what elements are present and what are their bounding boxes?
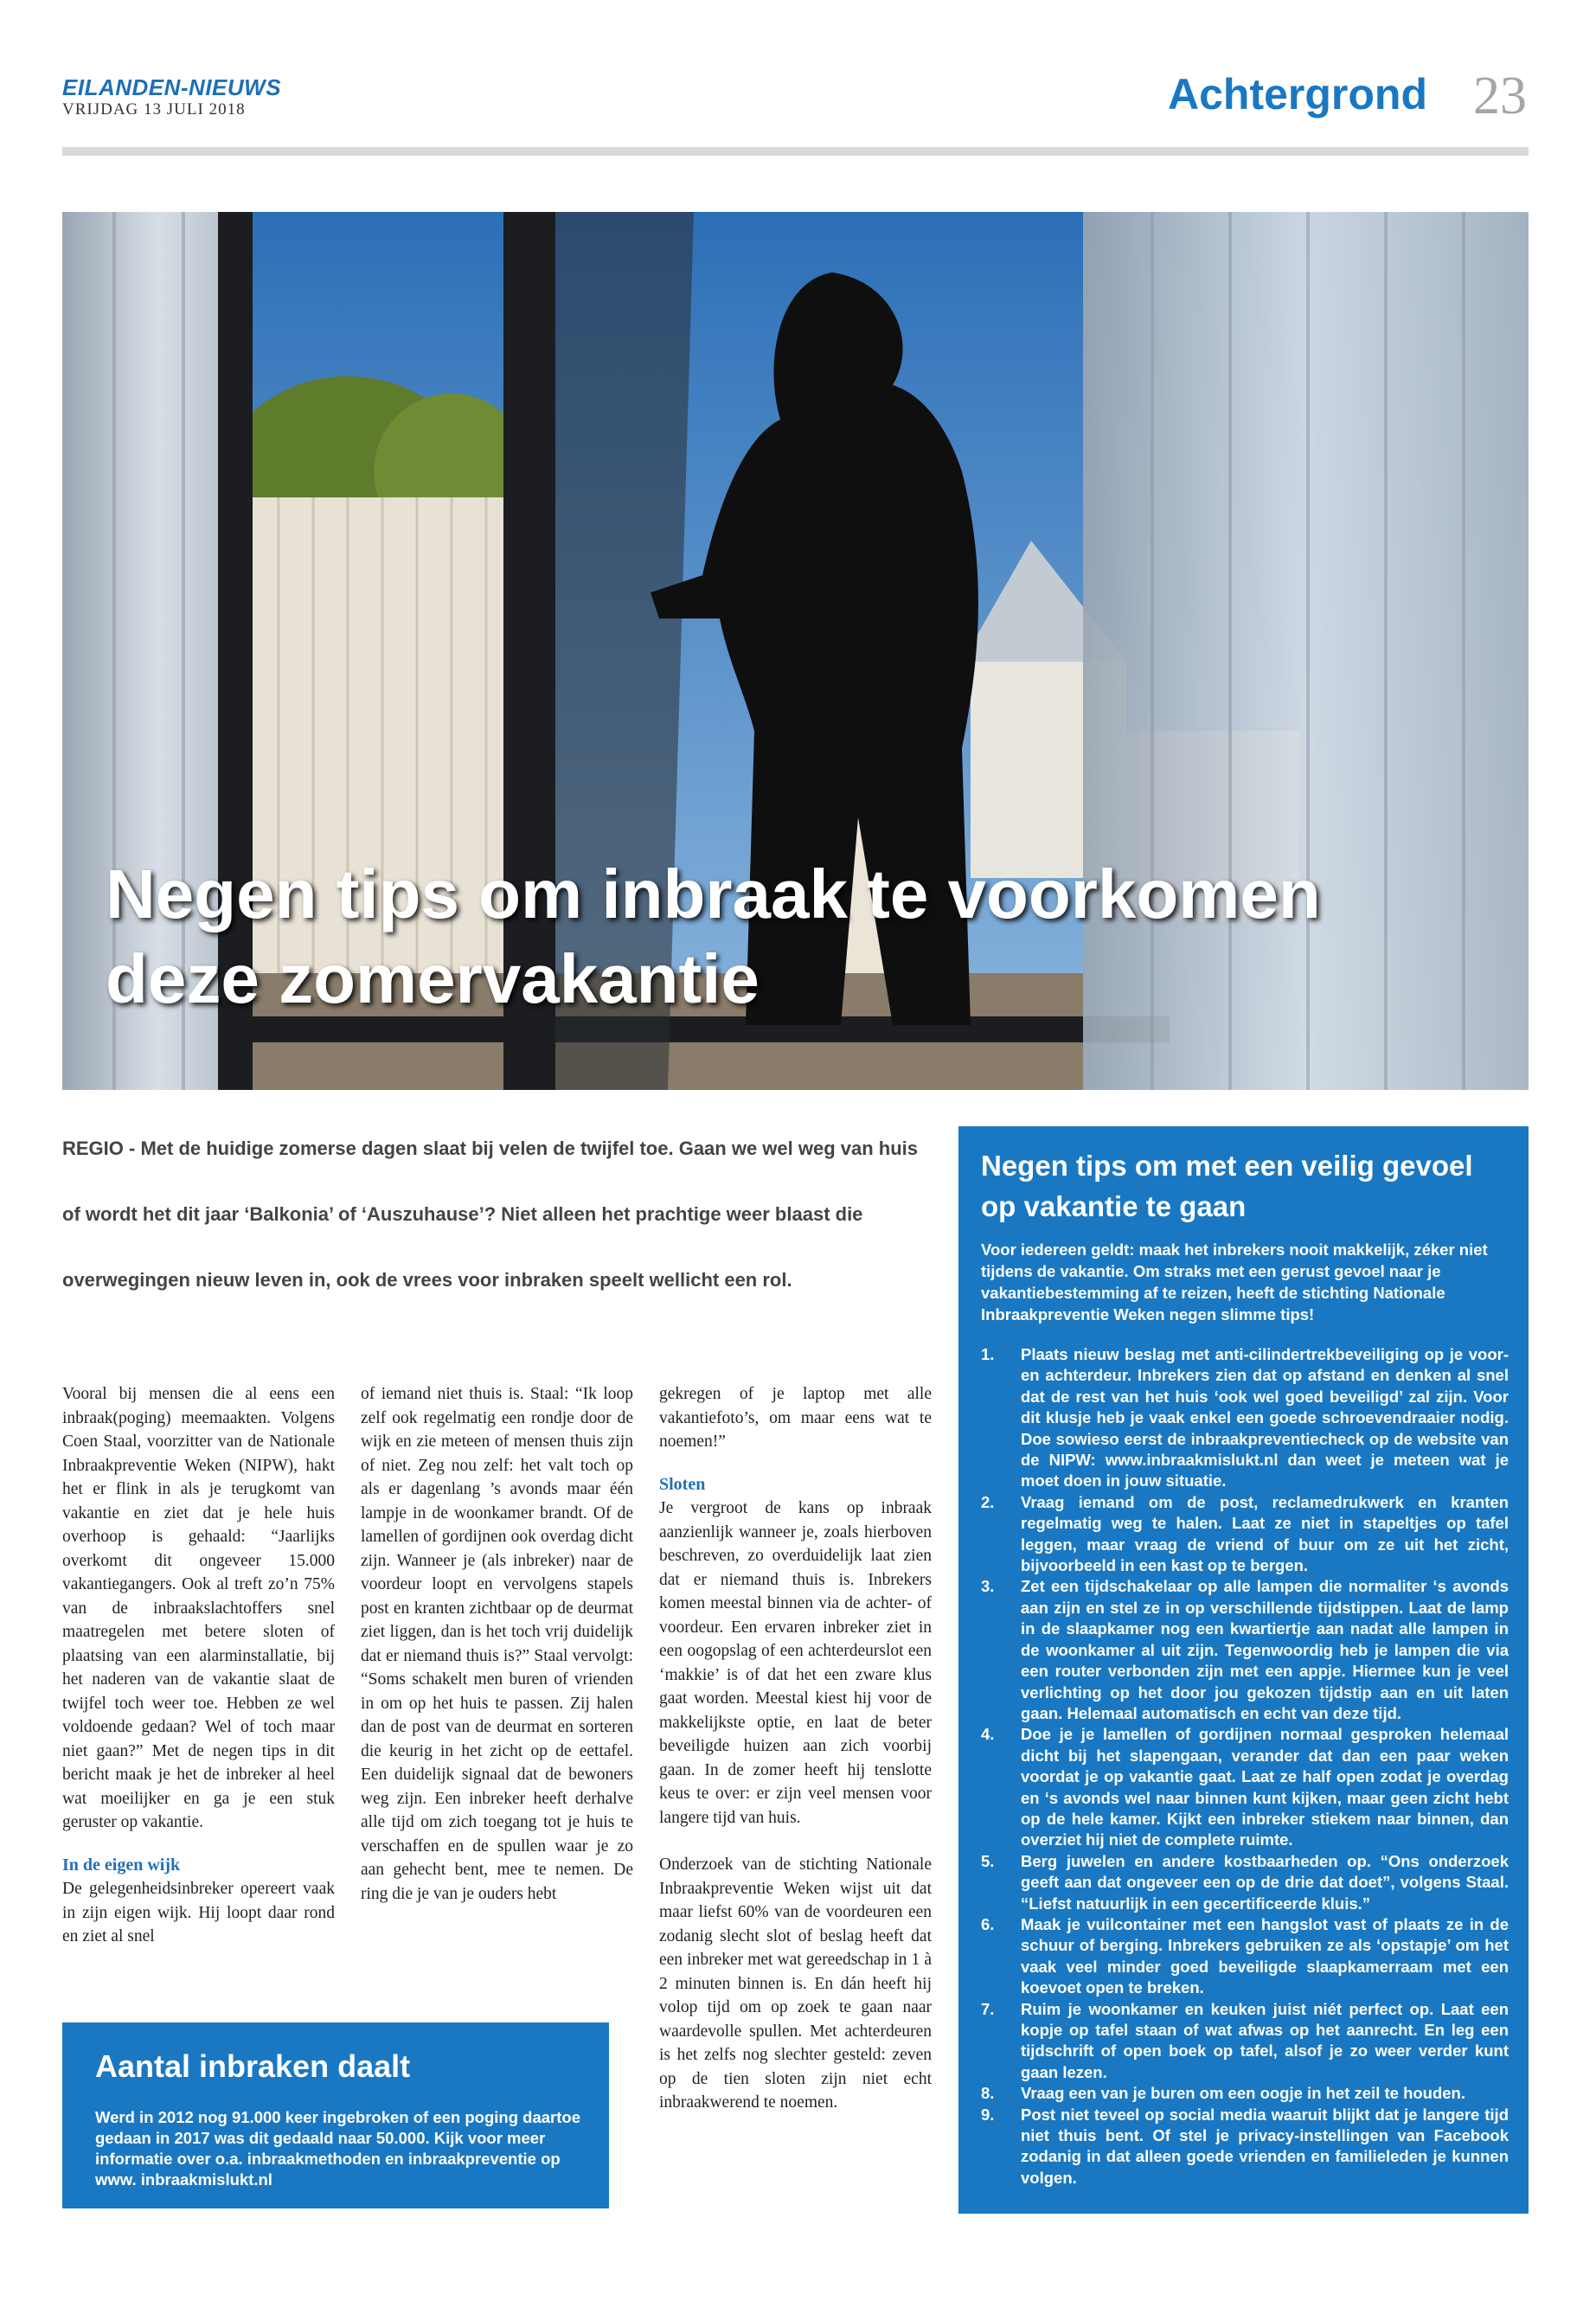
tips-box-lead: Voor iedereen geldt: maak het inbrekers nooit makkelijk, zéker niet tijdens de vakantie. Om straks met een gerust gevoel naar je vakantiebestemming af te reizen, heeft de stichting Nationale Inbraakpreventie Weken negen slimme tips! xyxy=(981,1240,1488,1324)
stats-box-title: Aantal inbraken daalt xyxy=(95,2048,411,2084)
tip-text: Plaats nieuw beslag met anti-cilindertrekbeveiliging op je voor- en achterdeur. Inbrekers zien dat op afstand en denken al snel dat de rest van het huis ‘ook wel goed beveiligd’ zal zijn. Voor dit klusje heb je vaak enkel een goede schroevendraaier nodig. Doe sowieso eerst de inbraakpreventiecheck op de website van de NIPW: www.inbraakmislukt.nl dan weet je meteen wat je moet doen in jouw situatie. xyxy=(1021,1345,1509,1490)
section-title: Achtergrond xyxy=(1168,70,1427,119)
tip-item xyxy=(981,1851,1509,1914)
stats-box xyxy=(62,2022,609,2208)
tip-number: 3. xyxy=(981,1577,995,1596)
tip-text: Ruim je woonkamer en keuken juist niét perfect op. Laat een kopje op tafel staan of wat afwas op het aanrecht. En leg een tijdschrift of open boek op tafel, alsof je zo weer verder kunt gaan lezen. xyxy=(1021,1999,1509,2081)
tip-item xyxy=(981,1999,1509,2084)
body-paragraph: of iemand niet thuis is. Staal: “Ik loop zelf ook regelmatig een rondje door de wijk en zie meteen of mensen thuis zijn of niet. Zeg nou zelf: het valt toch op als er dagenlang ’s avonds maar één lampje in de woonkamer brandt. Of de lamellen of gordijnen ook overdag dicht zijn. Wanneer je (als inbreker) naar de voordeur loopt en vervolgens stapels post en kranten zichtbaar op de deurmat ziet liggen, dan is het toch vrij duidelijk dat er niemand thuis is?” Staal vervolgt: “Soms schakelt men buren of vrienden in om op het huis te passen. Zij halen dan de post van de deurmat en sorteren die keurig in het zicht op de eettafel. Een duidelijk signaal dat de bewoners weg zijn. Een inbreker heeft derhalve alle tijd om zich toegang tot je huis te verschaffen en de spullen waar je zo aan gehecht bent, mee te nemen. De ring die je van je ouders hebt xyxy=(361,1385,633,1903)
tips-box-title: Negen tips om met een veilig gevoel op vakantie te gaan xyxy=(981,1150,1473,1222)
body-paragraph: Onderzoek van de stichting Nationale Inbraakpreventie Weken wijst uit dat maar liefst 60% van de voordeuren een zodanig slecht slot of beslag heeft dat een inbreker met wat gereedschap in 1 à 2 minuten binnen is. En dán heeft hij volop tijd om op zoek te gaan naar waardevolle spullen. Met achterdeuren is het zelfs nog slechter gesteld: zeven op de tien sloten zijn niet echt inbraakwerend te noemen. xyxy=(659,1856,932,2112)
tip-text: Zet een tijdschakelaar op alle lampen die normaliter ‘s avonds aan zijn en stel ze in op verschillende tijdstippen. Laat de lamp in de slaapkamer nog een kwartiertje aan nadat alle lampen in de woonkamer al uit zijn. Tegenwoordig heb je lampen die via een router verbonden zijn met een appje. Hiermee kun je veel verlichting op het door jou gekozen tijdstip aan en uit laten gaan. Helemaal automatisch en echt van deze tijd. xyxy=(1021,1577,1509,1722)
body-paragraph: gekregen of je laptop met alle vakantiefoto’s, om maar eens wat te noemen!” xyxy=(659,1385,932,1451)
subheading-eigen-wijk: In de eigen wijk xyxy=(62,1855,181,1875)
tip-number: 2. xyxy=(981,1492,995,1511)
tip-number: 9. xyxy=(981,2105,995,2124)
tip-item xyxy=(981,1576,1509,1724)
article-column-1 xyxy=(62,1382,335,1949)
tip-item xyxy=(981,1724,1509,1850)
tip-text: Post niet teveel op social media waaruit blijkt dat je langere tijd niet thuis bent. Of stel je privacy-instellingen van Facebook zodanig in dat alleen goede vrienden en familieleden je kunnen volgen. xyxy=(1021,2105,1509,2187)
article-column-3 xyxy=(659,1382,932,2115)
tip-number: 8. xyxy=(981,2084,995,2103)
tip-number: 7. xyxy=(981,1999,995,2018)
tip-text: Berg juwelen en andere kostbaarheden op. “Ons onderzoek geeft aan dat ongeveer een op de drie dat doet”, volgens Staal. “Liefst natuurlijk in een gecertificeerde kluis.” xyxy=(1021,1851,1509,1913)
page-number: 23 xyxy=(1473,67,1527,125)
tips-box xyxy=(958,1126,1529,2214)
tips-list xyxy=(981,1344,1509,2189)
header-rule xyxy=(62,147,1529,156)
body-paragraph: Vooral bij mensen die al eens een inbraak(poging) meemaakten. Volgens Coen Staal, voorzitter van de Nationale Inbraakpreventie Weken (NIPW), hakt het er flink in als je terugkomt van vakantie en ziet dat je hele huis overhoop is gehaald: “Jaarlijks overkomt dit ongeveer 15.000 vakantiegangers. Ook al treft zo’n 75% van de inbraakslachtoffers snel maatregelen met betere sloten of plaatsing van een alarminstallatie, bij het naderen van de vakantie slaat de twijfel toch weer toe. Hebben ze wel voldoende gedaan? Wel of toch maar niet gaan?” Met de negen tips in dit bericht maak je het de inbreker al heel wat moeilijker en ga je een stuk geruster op vakantie. xyxy=(62,1385,335,1831)
tip-text: Vraag een van je buren om een oogje in het zeil te houden. xyxy=(1021,2084,1465,2103)
tip-number: 4. xyxy=(981,1725,995,1744)
tip-number: 6. xyxy=(981,1914,995,1933)
tip-text: Vraag iemand om de post, reclamedrukwerk en kranten regelmatig weg te halen. Laat ze niet in stapeltjes op tafel leggen, maar vraag de vriend of buur om ze uit het zicht, bijvoorbeeld in een kast op te bergen. xyxy=(1021,1492,1509,1575)
body-paragraph: Je vergroot de kans op inbraak aanzienlijk wanneer je, zoals hierboven beschreven, zo overduidelijk laat zien dat er niemand thuis is. Inbrekers komen meestal binnen via de achter- of voordeur. Een ervaren inbreker ziet in een oogopslag of een achterdeurslot een ‘makkie’ is of dat het een zware klus gaat worden. Meestal kiest hij voor de makkelijkste optie, en laat de beter beveiligde huizen aan zich voorbij gaan. In de zomer heeft hij tenslotte keus te over: er zijn veel mensen voor langere tijd van huis. xyxy=(659,1499,932,1827)
subheading-sloten: Sloten xyxy=(659,1474,706,1494)
stats-box-text: Werd in 2012 nog 91.000 keer ingebroken of een poging daartoe gedaan in 2017 was dit gedaald naar 50.000. Kijk voor meer informatie over o.a. inbraakmethoden en inbraakpreventie op www. inbraakmislukt.nl xyxy=(95,2108,580,2189)
masthead-logo: EILANDEN-NIEUWS xyxy=(62,74,282,100)
tip-text: Maak je vuilcontainer met een hangslot vast of plaats ze in de schuur of berging. Inbrekers gebruiken ze als ‘opstapje’ om het vaak veel minder goed beveiligde slaapkamerraam met een koevoet open te breken. xyxy=(1021,1914,1509,1997)
tip-item xyxy=(981,2105,1509,2189)
tip-item xyxy=(981,1344,1509,1492)
article-column-2 xyxy=(361,1382,633,1906)
body-paragraph: De gelegenheidsinbreker opereert vaak in zijn eigen wijk. Hij loopt daar rond en ziet al snel xyxy=(62,1880,335,1945)
article-headline: Negen tips om inbraak te voorkomen deze zomervakantie xyxy=(106,856,1321,1017)
tip-number: 5. xyxy=(981,1851,995,1870)
article-intro: REGIO - Met de huidige zomerse dagen slaat bij velen de twijfel toe. Gaan we wel weg van huis of wordt het dit jaar ‘Balkonia’ of ‘Auszuhause’? Niet alleen het prachtige weer blaast die overwegingen nieuw leven in, ook de vrees voor inbraken speelt wellicht een rol. xyxy=(62,1138,919,1291)
tip-text: Doe je je lamellen of gordijnen normaal gesproken helemaal dicht bij het slapengaan, verander dat dan een paar weken voordat je op vakantie gaat. Laat ze half open zodat je overdag en ‘s avonds wel naar binnen kunt kijken, maar geen zicht hebt op de hele kamer. Kijkt een inbreker stiekem naar binnen, dan overziet hij niet de complete ruimte. xyxy=(1021,1725,1509,1849)
publication-date: VRIJDAG 13 JULI 2018 xyxy=(62,100,246,119)
tip-item xyxy=(981,1914,1509,1999)
article-photo xyxy=(62,212,1529,1090)
tip-item xyxy=(981,1492,1509,1577)
tip-number: 1. xyxy=(981,1345,995,1363)
tip-item xyxy=(981,2083,1509,2104)
